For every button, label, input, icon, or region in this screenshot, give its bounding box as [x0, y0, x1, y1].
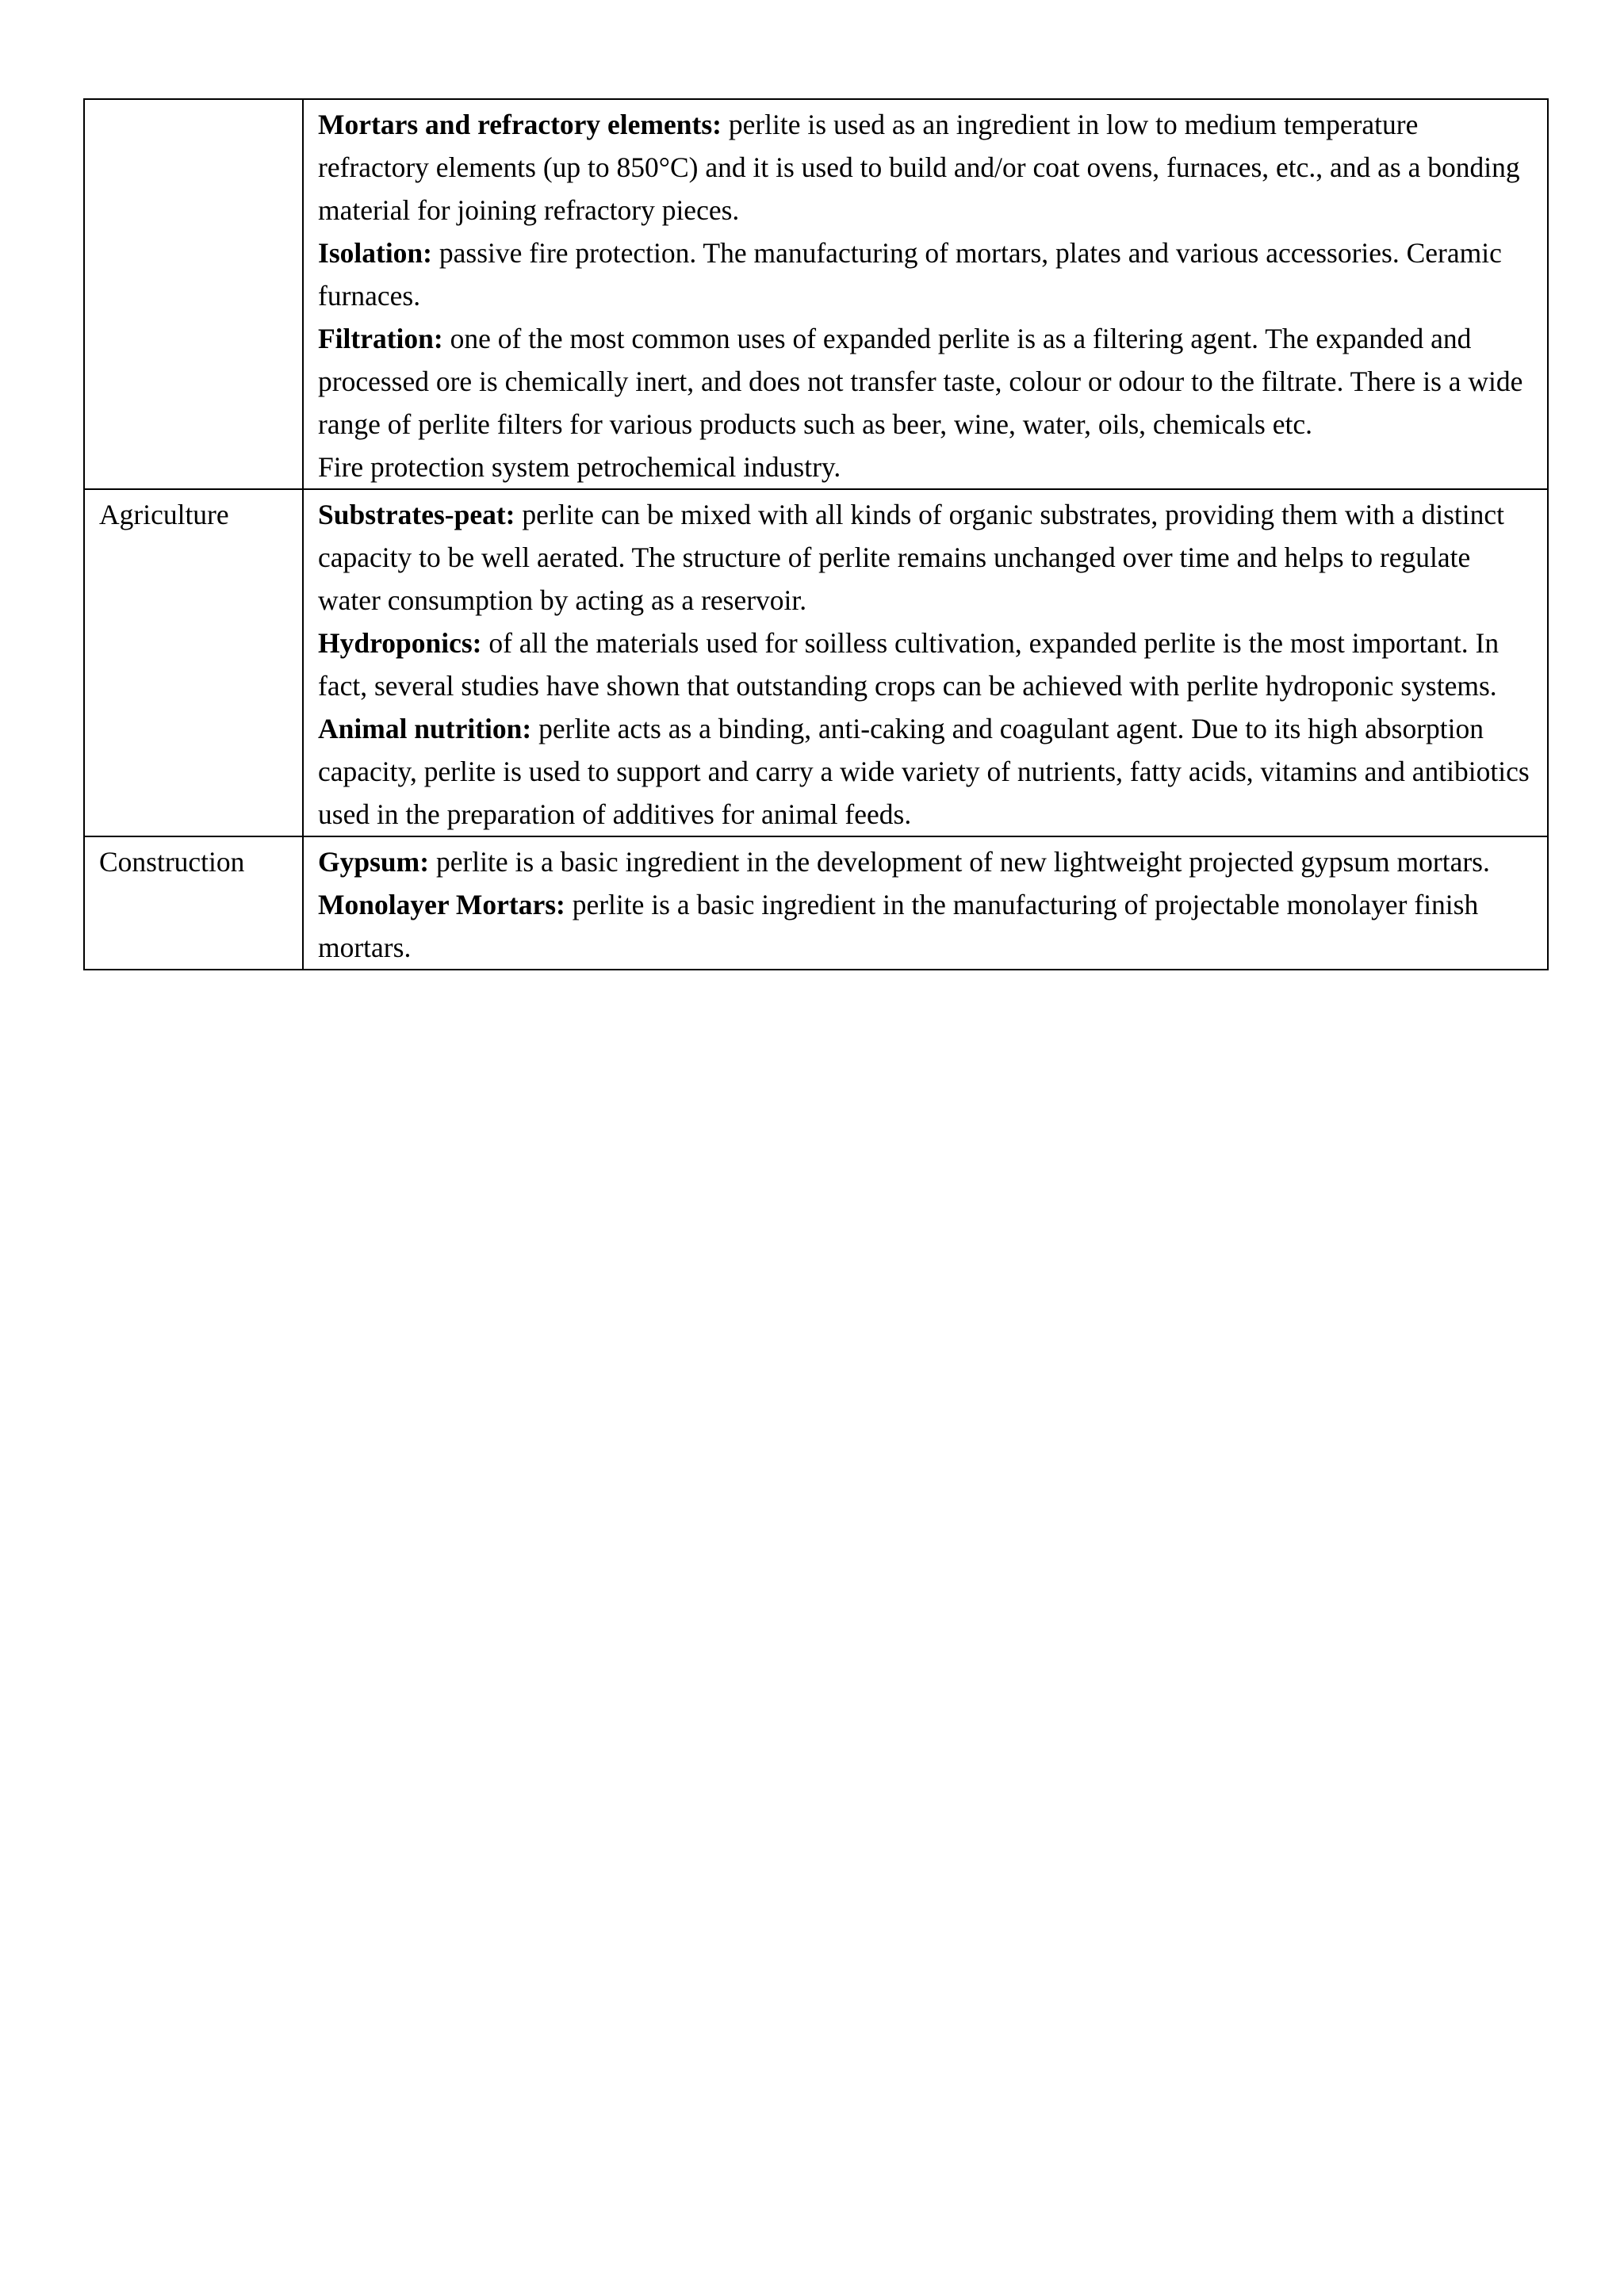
use-item	[318, 840, 1534, 883]
use-item-text: perlite is a basic ingredient in the development of new lightweight projected gypsum mortars.	[429, 846, 1490, 878]
description-cell	[303, 836, 1548, 970]
use-item-text: perlite is a basic ingredient in the manufacturing of projectable monolayer finish mortars.	[318, 889, 1479, 963]
use-item-title: Mortars and refractory elements:	[318, 109, 722, 140]
use-item	[318, 232, 1534, 317]
use-item	[318, 707, 1534, 836]
use-item	[318, 883, 1534, 969]
use-item-title: Gypsum:	[318, 846, 430, 878]
sector-cell: Agriculture	[84, 489, 303, 836]
use-item	[318, 103, 1534, 232]
use-item-text: of all the materials used for soilless cultivation, expanded perlite is the most important. In fact, several studies have shown that outstanding crops can be achieved with perlite hydroponic systems.	[318, 627, 1500, 702]
description-cell	[303, 99, 1548, 489]
perlite-uses-table	[83, 98, 1549, 970]
use-item-text: perlite is used as an ingredient in low to medium temperature refractory elements (up to 850°C) and it is used to build and/or coat ovens, furnaces, etc., and as a bonding material for joining refractory pieces.	[318, 109, 1520, 226]
use-item-title: Isolation:	[318, 237, 432, 269]
use-item-text: perlite can be mixed with all kinds of organic substrates, providing them with a distinct capacity to be well aerated. The structure of perlite remains unchanged over time and helps to regulate water consumption by acting as a reservoir.	[318, 499, 1504, 616]
use-item-text: passive fire protection. The manufacturing of mortars, plates and various accessories. Ceramic furnaces.	[318, 237, 1502, 312]
table-row	[84, 489, 1548, 836]
description-cell	[303, 489, 1548, 836]
table-row	[84, 836, 1548, 970]
use-item-title: Animal nutrition:	[318, 713, 532, 744]
use-item-title: Filtration:	[318, 323, 443, 354]
use-item-title: Substrates-peat:	[318, 499, 515, 530]
use-item	[318, 622, 1534, 707]
use-item-text: one of the most common uses of expanded perlite is as a filtering agent. The expanded and processed ore is chemically inert, and does not transfer taste, colour or odour to the filtrate. There is a wide range of perlite filters for various products such as beer, wine, water, oils, chemicals etc.	[318, 323, 1523, 440]
use-item	[318, 493, 1534, 622]
use-item-text: Fire protection system petrochemical industry.	[318, 451, 841, 483]
use-item-title: Monolayer Mortars:	[318, 889, 565, 920]
use-item	[318, 317, 1534, 446]
sector-cell: Construction	[84, 836, 303, 970]
use-item-title: Hydroponics:	[318, 627, 482, 659]
use-item-text: perlite acts as a binding, anti-caking and coagulant agent. Due to its high absorption capacity, perlite is used to support and carry a wide variety of nutrients, fatty acids, vitamins and antibiotics used in the preparation of additives for animal feeds.	[318, 713, 1530, 830]
use-item	[318, 446, 1534, 488]
sector-cell	[84, 99, 303, 489]
table-row	[84, 99, 1548, 489]
